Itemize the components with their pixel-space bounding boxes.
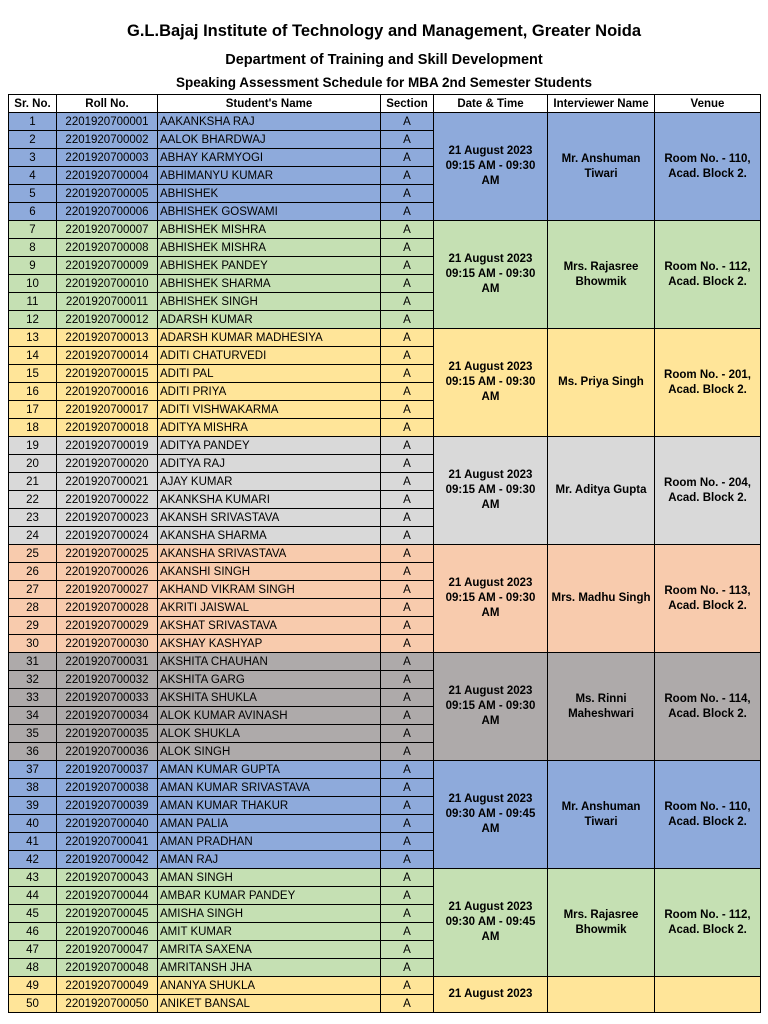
student-name-cell: ABHISHEK MISHRA: [158, 221, 381, 239]
section-cell: A: [381, 959, 434, 977]
roll-no-cell: 2201920700011: [57, 293, 158, 311]
roll-no-cell: 2201920700039: [57, 797, 158, 815]
section-cell: A: [381, 527, 434, 545]
section-cell: A: [381, 779, 434, 797]
roll-no-cell: 2201920700005: [57, 185, 158, 203]
date-time-cell: 21 August 2023 09:30 AM - 09:45 AM: [434, 761, 548, 869]
roll-no-cell: 2201920700020: [57, 455, 158, 473]
sr-no-cell: 14: [9, 347, 57, 365]
roll-no-cell: 2201920700016: [57, 383, 158, 401]
sr-no-cell: 21: [9, 473, 57, 491]
section-cell: A: [381, 743, 434, 761]
student-name-cell: AALOK BHARDWAJ: [158, 131, 381, 149]
roll-no-cell: 2201920700022: [57, 491, 158, 509]
roll-no-cell: 2201920700049: [57, 977, 158, 995]
sr-no-cell: 2: [9, 131, 57, 149]
student-name-cell: AKANSHI SINGH: [158, 563, 381, 581]
sr-no-cell: 3: [9, 149, 57, 167]
section-cell: A: [381, 851, 434, 869]
section-cell: A: [381, 203, 434, 221]
student-name-cell: ADITYA MISHRA: [158, 419, 381, 437]
date-time-cell: 21 August 2023 09:15 AM - 09:30 AM: [434, 329, 548, 437]
sr-no-cell: 23: [9, 509, 57, 527]
table-row: [9, 329, 761, 347]
col-date-time: Date & Time: [434, 95, 548, 113]
section-cell: A: [381, 239, 434, 257]
student-name-cell: ABHISHEK SHARMA: [158, 275, 381, 293]
interviewer-cell: Mrs. Madhu Singh: [548, 545, 655, 653]
student-name-cell: ANANYA SHUKLA: [158, 977, 381, 995]
student-name-cell: ABHISHEK GOSWAMI: [158, 203, 381, 221]
roll-no-cell: 2201920700027: [57, 581, 158, 599]
section-cell: A: [381, 257, 434, 275]
roll-no-cell: 2201920700028: [57, 599, 158, 617]
section-cell: A: [381, 401, 434, 419]
section-cell: A: [381, 113, 434, 131]
section-cell: A: [381, 653, 434, 671]
sr-no-cell: 27: [9, 581, 57, 599]
sr-no-cell: 47: [9, 941, 57, 959]
sr-no-cell: 9: [9, 257, 57, 275]
sr-no-cell: 44: [9, 887, 57, 905]
student-name-cell: ADARSH KUMAR MADHESIYA: [158, 329, 381, 347]
sr-no-cell: 24: [9, 527, 57, 545]
section-cell: A: [381, 563, 434, 581]
sr-no-cell: 12: [9, 311, 57, 329]
section-cell: A: [381, 419, 434, 437]
student-name-cell: AKSHITA GARG: [158, 671, 381, 689]
section-cell: A: [381, 977, 434, 995]
roll-no-cell: 2201920700018: [57, 419, 158, 437]
student-name-cell: AMAN RAJ: [158, 851, 381, 869]
roll-no-cell: 2201920700003: [57, 149, 158, 167]
table-row: [9, 221, 761, 239]
roll-no-cell: 2201920700001: [57, 113, 158, 131]
section-cell: A: [381, 365, 434, 383]
student-name-cell: AMAN KUMAR GUPTA: [158, 761, 381, 779]
interviewer-cell: Mr. Anshuman Tiwari: [548, 761, 655, 869]
venue-cell: Room No. - 112, Acad. Block 2.: [655, 221, 761, 329]
sr-no-cell: 49: [9, 977, 57, 995]
sr-no-cell: 22: [9, 491, 57, 509]
table-row: [9, 869, 761, 887]
roll-no-cell: 2201920700045: [57, 905, 158, 923]
section-cell: A: [381, 671, 434, 689]
sr-no-cell: 46: [9, 923, 57, 941]
sr-no-cell: 10: [9, 275, 57, 293]
sr-no-cell: 31: [9, 653, 57, 671]
roll-no-cell: 2201920700025: [57, 545, 158, 563]
roll-no-cell: 2201920700048: [57, 959, 158, 977]
col-venue: Venue: [655, 95, 761, 113]
student-name-cell: ADITYA RAJ: [158, 455, 381, 473]
student-name-cell: ABHISHEK SINGH: [158, 293, 381, 311]
section-cell: A: [381, 707, 434, 725]
roll-no-cell: 2201920700007: [57, 221, 158, 239]
sr-no-cell: 48: [9, 959, 57, 977]
roll-no-cell: 2201920700044: [57, 887, 158, 905]
section-cell: A: [381, 455, 434, 473]
roll-no-cell: 2201920700032: [57, 671, 158, 689]
section-cell: A: [381, 149, 434, 167]
table-row: [9, 545, 761, 563]
roll-no-cell: 2201920700047: [57, 941, 158, 959]
sr-no-cell: 32: [9, 671, 57, 689]
sr-no-cell: 39: [9, 797, 57, 815]
venue-cell: Room No. - 204, Acad. Block 2.: [655, 437, 761, 545]
roll-no-cell: 2201920700037: [57, 761, 158, 779]
interviewer-cell: Ms. Priya Singh: [548, 329, 655, 437]
sr-no-cell: 5: [9, 185, 57, 203]
student-name-cell: AMAN PALIA: [158, 815, 381, 833]
sr-no-cell: 29: [9, 617, 57, 635]
date-time-cell: 21 August 2023 09:15 AM - 09:30 AM: [434, 653, 548, 761]
sr-no-cell: 37: [9, 761, 57, 779]
date-time-cell: 21 August 2023 09:15 AM - 09:30 AM: [434, 113, 548, 221]
sr-no-cell: 18: [9, 419, 57, 437]
sr-no-cell: 19: [9, 437, 57, 455]
student-name-cell: AMIT KUMAR: [158, 923, 381, 941]
roll-no-cell: 2201920700010: [57, 275, 158, 293]
col-interviewer: Interviewer Name: [548, 95, 655, 113]
section-cell: A: [381, 689, 434, 707]
col-sr-no: Sr. No.: [9, 95, 57, 113]
roll-no-cell: 2201920700023: [57, 509, 158, 527]
roll-no-cell: 2201920700034: [57, 707, 158, 725]
section-cell: A: [381, 131, 434, 149]
sr-no-cell: 17: [9, 401, 57, 419]
section-cell: A: [381, 797, 434, 815]
student-name-cell: AKANKSHA KUMARI: [158, 491, 381, 509]
section-cell: A: [381, 887, 434, 905]
schedule-title: Speaking Assessment Schedule for MBA 2nd Semester Students: [175, 75, 593, 90]
roll-no-cell: 2201920700035: [57, 725, 158, 743]
sr-no-cell: 25: [9, 545, 57, 563]
sr-no-cell: 7: [9, 221, 57, 239]
sr-no-cell: 6: [9, 203, 57, 221]
student-name-cell: AMBAR KUMAR PANDEY: [158, 887, 381, 905]
roll-no-cell: 2201920700026: [57, 563, 158, 581]
student-name-cell: AKANSHA SRIVASTAVA: [158, 545, 381, 563]
roll-no-cell: 2201920700024: [57, 527, 158, 545]
section-cell: A: [381, 167, 434, 185]
roll-no-cell: 2201920700041: [57, 833, 158, 851]
sr-no-cell: 43: [9, 869, 57, 887]
roll-no-cell: 2201920700002: [57, 131, 158, 149]
student-name-cell: AKSHITA SHUKLA: [158, 689, 381, 707]
student-name-cell: AKANSH SRIVASTAVA: [158, 509, 381, 527]
table-row: [9, 653, 761, 671]
sr-no-cell: 38: [9, 779, 57, 797]
student-name-cell: ALOK KUMAR AVINASH: [158, 707, 381, 725]
col-student-name: Student's Name: [158, 95, 381, 113]
roll-no-cell: 2201920700013: [57, 329, 158, 347]
institute-title: G.L.Bajaj Institute of Technology and Management, Greater Noida: [126, 22, 641, 40]
section-cell: A: [381, 761, 434, 779]
roll-no-cell: 2201920700021: [57, 473, 158, 491]
student-name-cell: AMRITANSH JHA: [158, 959, 381, 977]
sr-no-cell: 33: [9, 689, 57, 707]
student-name-cell: AKANSHA SHARMA: [158, 527, 381, 545]
student-name-cell: ABHISHEK MISHRA: [158, 239, 381, 257]
venue-cell: Room No. - 201, Acad. Block 2.: [655, 329, 761, 437]
student-name-cell: ALOK SINGH: [158, 743, 381, 761]
section-cell: A: [381, 491, 434, 509]
date-time-cell: 21 August 2023 09:15 AM - 09:30 AM: [434, 545, 548, 653]
section-cell: A: [381, 725, 434, 743]
sr-no-cell: 34: [9, 707, 57, 725]
table-row: [9, 437, 761, 455]
sr-no-cell: 1: [9, 113, 57, 131]
interviewer-cell: Mr. Anshuman Tiwari: [548, 113, 655, 221]
roll-no-cell: 2201920700031: [57, 653, 158, 671]
table-row: [9, 761, 761, 779]
date-time-cell: 21 August 2023 09:15 AM - 09:30 AM: [434, 437, 548, 545]
student-name-cell: AKSHAY KASHYAP: [158, 635, 381, 653]
section-cell: A: [381, 599, 434, 617]
sr-no-cell: 42: [9, 851, 57, 869]
student-name-cell: ABHAY KARMYOGI: [158, 149, 381, 167]
student-name-cell: AJAY KUMAR: [158, 473, 381, 491]
sr-no-cell: 13: [9, 329, 57, 347]
student-name-cell: ALOK SHUKLA: [158, 725, 381, 743]
section-cell: A: [381, 509, 434, 527]
section-cell: A: [381, 293, 434, 311]
student-name-cell: AMAN SINGH: [158, 869, 381, 887]
venue-cell: Room No. - 110, Acad. Block 2.: [655, 113, 761, 221]
student-name-cell: AKHAND VIKRAM SINGH: [158, 581, 381, 599]
sr-no-cell: 35: [9, 725, 57, 743]
roll-no-cell: 2201920700006: [57, 203, 158, 221]
student-name-cell: ADITI VISHWAKARMA: [158, 401, 381, 419]
student-name-cell: ABHISHEK PANDEY: [158, 257, 381, 275]
roll-no-cell: 2201920700046: [57, 923, 158, 941]
department-title: Department of Training and Skill Development: [225, 52, 543, 68]
date-time-cell: 21 August 2023: [434, 977, 548, 1013]
table-row: [9, 977, 761, 995]
section-cell: A: [381, 437, 434, 455]
roll-no-cell: 2201920700043: [57, 869, 158, 887]
section-cell: A: [381, 815, 434, 833]
roll-no-cell: 2201920700015: [57, 365, 158, 383]
roll-no-cell: 2201920700030: [57, 635, 158, 653]
roll-no-cell: 2201920700012: [57, 311, 158, 329]
student-name-cell: AMRITA SAXENA: [158, 941, 381, 959]
student-name-cell: ADITYA PANDEY: [158, 437, 381, 455]
sr-no-cell: 15: [9, 365, 57, 383]
section-cell: A: [381, 473, 434, 491]
section-cell: A: [381, 275, 434, 293]
student-name-cell: AMISHA SINGH: [158, 905, 381, 923]
student-name-cell: AKRITI JAISWAL: [158, 599, 381, 617]
section-cell: A: [381, 185, 434, 203]
student-name-cell: ANIKET BANSAL: [158, 995, 381, 1013]
sr-no-cell: 26: [9, 563, 57, 581]
roll-no-cell: 2201920700036: [57, 743, 158, 761]
roll-no-cell: 2201920700038: [57, 779, 158, 797]
student-name-cell: AMAN PRADHAN: [158, 833, 381, 851]
sr-no-cell: 41: [9, 833, 57, 851]
section-cell: A: [381, 869, 434, 887]
table-row: [9, 113, 761, 131]
student-name-cell: AMAN KUMAR SRIVASTAVA: [158, 779, 381, 797]
student-name-cell: ABHIMANYU KUMAR: [158, 167, 381, 185]
sr-no-cell: 45: [9, 905, 57, 923]
col-section: Section: [381, 95, 434, 113]
venue-cell: Room No. - 110, Acad. Block 2.: [655, 761, 761, 869]
roll-no-cell: 2201920700019: [57, 437, 158, 455]
roll-no-cell: 2201920700014: [57, 347, 158, 365]
section-cell: A: [381, 995, 434, 1013]
section-cell: A: [381, 221, 434, 239]
interviewer-cell: [548, 977, 655, 1013]
date-time-cell: 21 August 2023 09:30 AM - 09:45 AM: [434, 869, 548, 977]
student-name-cell: AAKANKSHA RAJ: [158, 113, 381, 131]
sr-no-cell: 4: [9, 167, 57, 185]
sr-no-cell: 8: [9, 239, 57, 257]
venue-cell: Room No. - 112, Acad. Block 2.: [655, 869, 761, 977]
interviewer-cell: Mrs. Rajasree Bhowmik: [548, 869, 655, 977]
section-cell: A: [381, 635, 434, 653]
section-cell: A: [381, 833, 434, 851]
header-row: [9, 95, 761, 113]
roll-no-cell: 2201920700017: [57, 401, 158, 419]
interviewer-cell: Mrs. Rajasree Bhowmik: [548, 221, 655, 329]
schedule-table: [8, 94, 761, 1013]
sr-no-cell: 30: [9, 635, 57, 653]
section-cell: A: [381, 941, 434, 959]
student-name-cell: AMAN KUMAR THAKUR: [158, 797, 381, 815]
roll-no-cell: 2201920700008: [57, 239, 158, 257]
venue-cell: [655, 977, 761, 1013]
roll-no-cell: 2201920700029: [57, 617, 158, 635]
section-cell: A: [381, 617, 434, 635]
section-cell: A: [381, 311, 434, 329]
interviewer-cell: Mr. Aditya Gupta: [548, 437, 655, 545]
student-name-cell: AKSHITA CHAUHAN: [158, 653, 381, 671]
sr-no-cell: 50: [9, 995, 57, 1013]
section-cell: A: [381, 329, 434, 347]
roll-no-cell: 2201920700040: [57, 815, 158, 833]
section-cell: A: [381, 581, 434, 599]
roll-no-cell: 2201920700042: [57, 851, 158, 869]
venue-cell: Room No. - 113, Acad. Block 2.: [655, 545, 761, 653]
section-cell: A: [381, 347, 434, 365]
student-name-cell: ABHISHEK: [158, 185, 381, 203]
section-cell: A: [381, 905, 434, 923]
student-name-cell: ADARSH KUMAR: [158, 311, 381, 329]
col-roll-no: Roll No.: [57, 95, 158, 113]
roll-no-cell: 2201920700050: [57, 995, 158, 1013]
schedule-rows: [9, 113, 761, 1013]
student-name-cell: ADITI CHATURVEDI: [158, 347, 381, 365]
sr-no-cell: 36: [9, 743, 57, 761]
interviewer-cell: Ms. Rinni Maheshwari: [548, 653, 655, 761]
roll-no-cell: 2201920700004: [57, 167, 158, 185]
sr-no-cell: 40: [9, 815, 57, 833]
sr-no-cell: 20: [9, 455, 57, 473]
student-name-cell: ADITI PRIYA: [158, 383, 381, 401]
date-time-cell: 21 August 2023 09:15 AM - 09:30 AM: [434, 221, 548, 329]
venue-cell: Room No. - 114, Acad. Block 2.: [655, 653, 761, 761]
roll-no-cell: 2201920700033: [57, 689, 158, 707]
section-cell: A: [381, 383, 434, 401]
section-cell: A: [381, 545, 434, 563]
sr-no-cell: 28: [9, 599, 57, 617]
student-name-cell: AKSHAT SRIVASTAVA: [158, 617, 381, 635]
student-name-cell: ADITI PAL: [158, 365, 381, 383]
sr-no-cell: 16: [9, 383, 57, 401]
sr-no-cell: 11: [9, 293, 57, 311]
roll-no-cell: 2201920700009: [57, 257, 158, 275]
section-cell: A: [381, 923, 434, 941]
